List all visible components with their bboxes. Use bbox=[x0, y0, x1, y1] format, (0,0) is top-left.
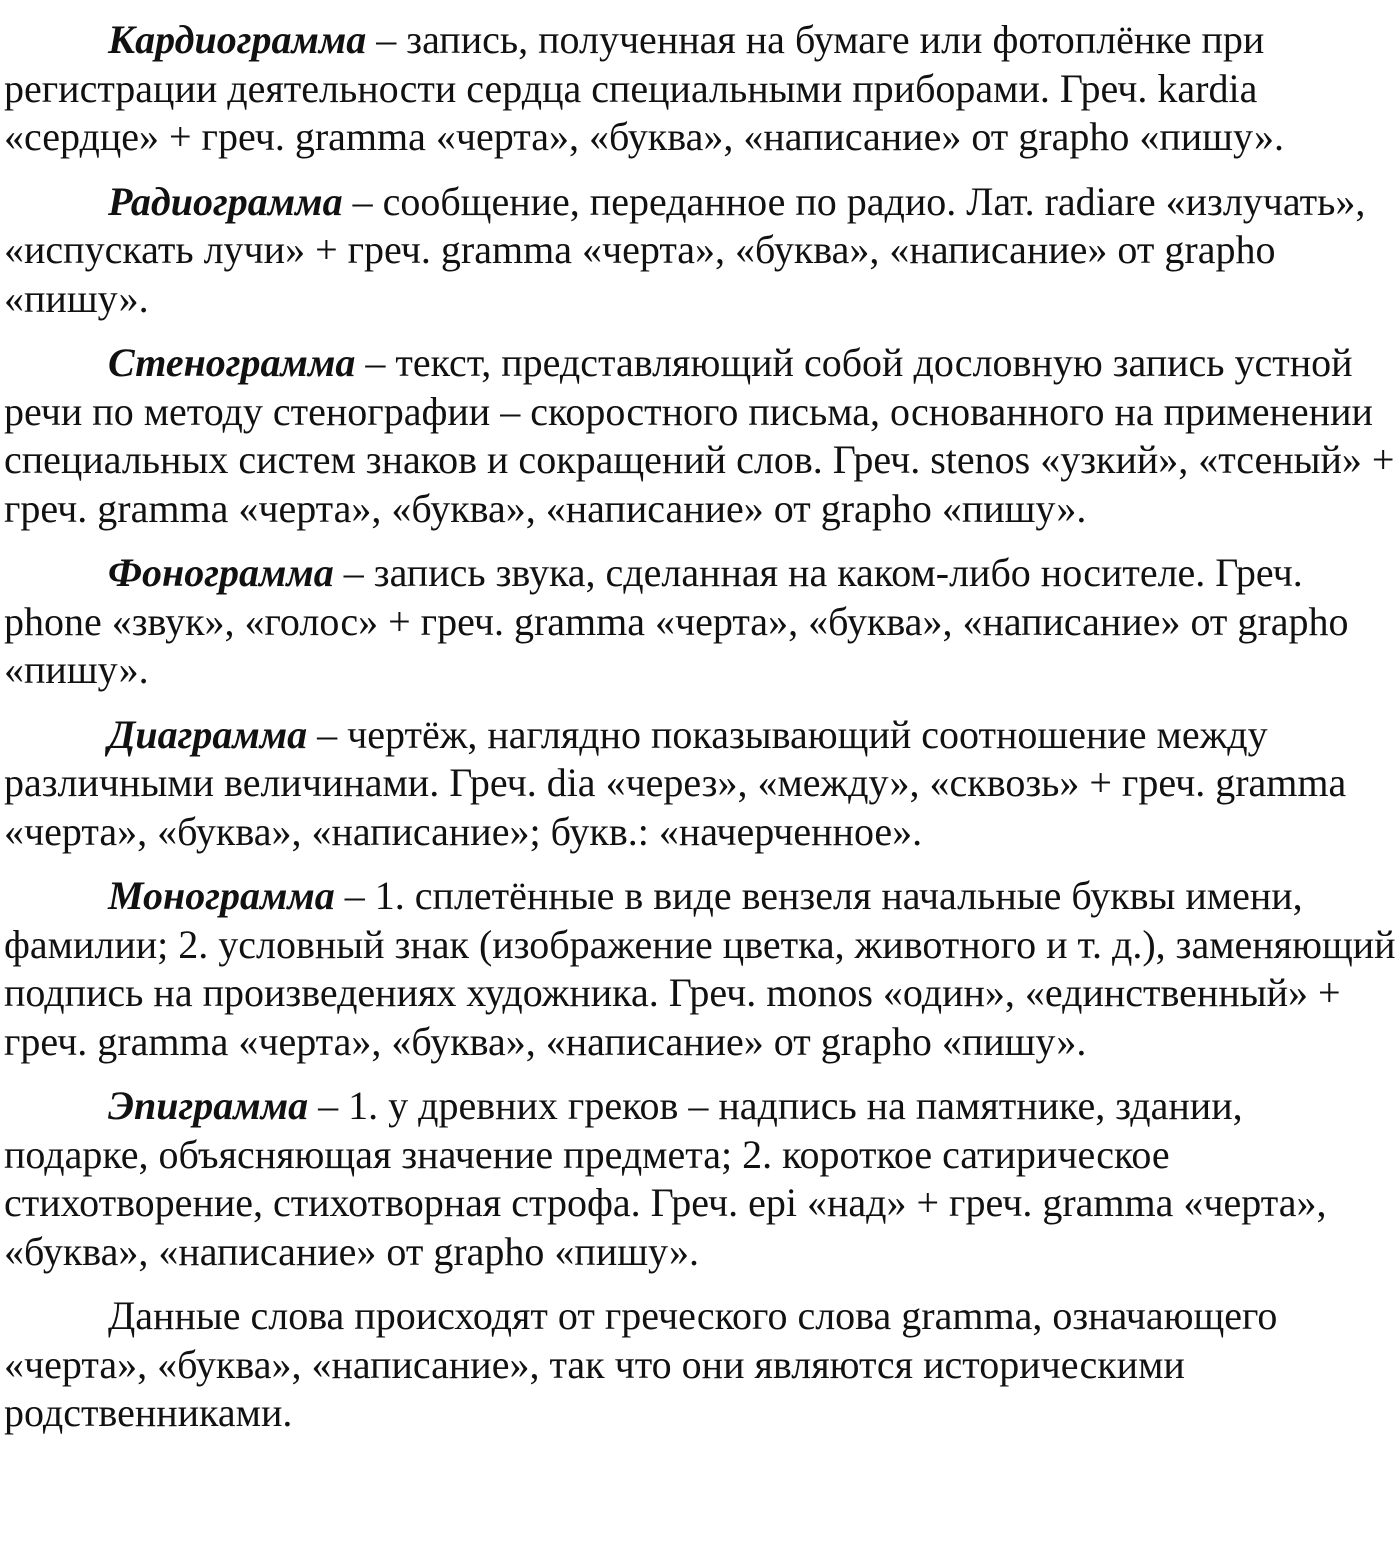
entry-phonogram bbox=[4, 549, 1396, 695]
entry-term: Фонограмма bbox=[108, 550, 334, 595]
entry-epigram bbox=[4, 1082, 1396, 1276]
entry-term: Монограмма bbox=[108, 873, 335, 918]
entry-term: Стенограмма bbox=[108, 340, 356, 385]
entry-monogram bbox=[4, 872, 1396, 1066]
entry-term: Кардиограмма bbox=[108, 17, 367, 62]
entry-cardiogram bbox=[4, 16, 1396, 162]
entry-definition: – текст, представляющий собой дословную запись устной речи по методу стенографии – скоростного письма, основанного на применении специальных систем знаков и сокращений слов. Греч. stenos «узкий», «тсеный» + греч. gramma «черта», «буква», «написание» от grapho «пишу». bbox=[4, 340, 1395, 531]
entry-definition: – запись, полученная на бумаге или фотоплёнке при регистрации деятельности сердца специальными приборами. Греч. kardia «сердце» + греч. gramma «черта», «буква», «написание» от grapho «пишу». bbox=[4, 17, 1284, 159]
entry-radiogram bbox=[4, 178, 1396, 324]
entry-definition: – сообщение, переданное по радио. Лат. radiare «излучать», «испускать лучи» + греч. gramma «черта», «буква», «написание» от grapho «пишу». bbox=[4, 178, 1366, 321]
entry-definition: – запись звука, сделанная на каком-либо носителе. Греч. phone «звук», «голос» + греч. gramma «черта», «буква», «написание» от grapho «пишу». bbox=[4, 550, 1349, 692]
entry-definition: – 1. сплетённые в виде вензеля начальные буквы имени, фамилии; 2. условный знак (изображение цветка, животного и т. д.), заменяющий подпись на произведениях художника. Греч. monos «один», «единственный» + греч. gramma «черта», «буква», «написание» от grapho «пишу». bbox=[4, 873, 1396, 1064]
entry-definition: – чертёж, наглядно показывающий соотношение между различными величинами. Греч. dia «через», «между», «сквозь» + греч. gramma «черта», «буква», «написание»; букв.: «начерченное». bbox=[4, 711, 1347, 854]
entry-term: Эпиграмма bbox=[108, 1083, 309, 1128]
document-page bbox=[4, 16, 1396, 1454]
entry-stenogram bbox=[4, 339, 1396, 533]
conclusion-paragraph: Данные слова происходят от греческого слова gramma, означающего «черта», «буква», «написание», так что они являются историческими родственниками. bbox=[4, 1293, 1278, 1435]
entry-definition: – 1. у древних греков – надпись на памятнике, здании, подарке, объясняющая значение предмета; 2. короткое сатирическое стихотворение, стихотворная строфа. Греч. epi «над» + греч. gramma «черта», «буква», «написание» от grapho «пишу». bbox=[4, 1083, 1327, 1274]
entry-diagram bbox=[4, 711, 1396, 857]
entry-term: Диаграмма bbox=[108, 711, 308, 757]
entry-term: Радиограмма bbox=[108, 178, 343, 224]
